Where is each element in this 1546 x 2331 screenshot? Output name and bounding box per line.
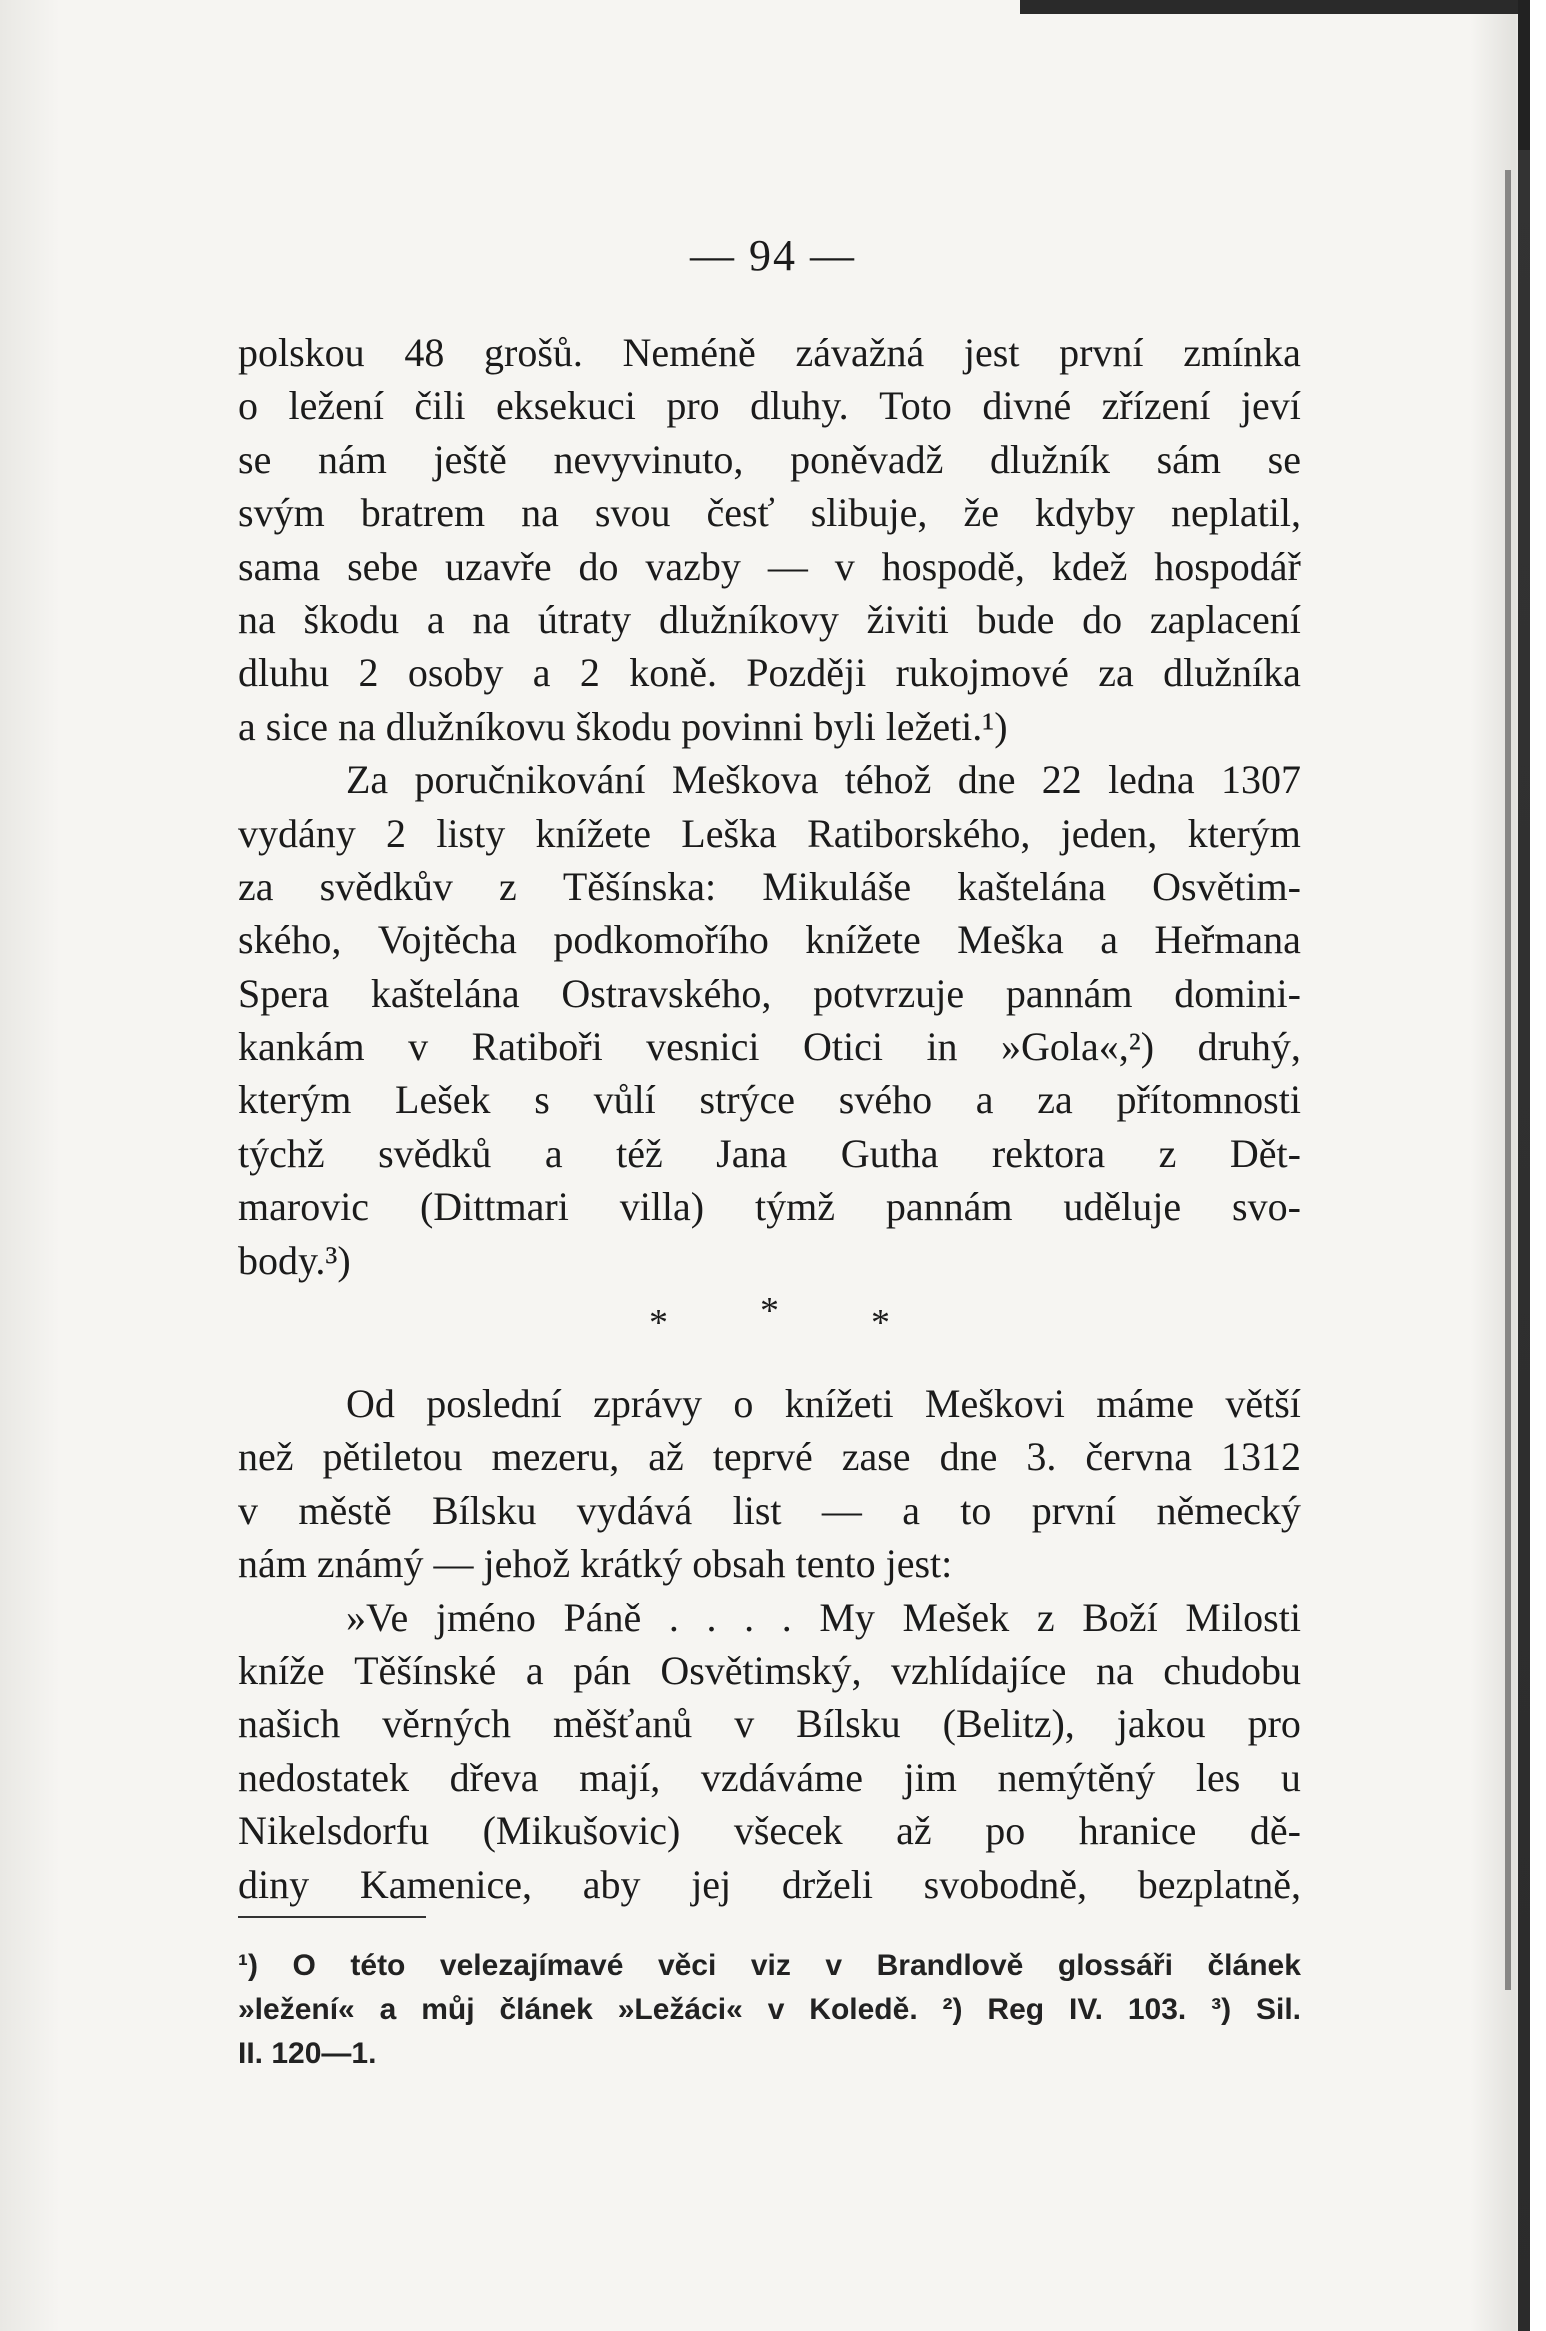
- text-line-21: v městě Bílsku vydává list — a to první německý: [238, 1487, 1301, 1533]
- text-line-27: Nikelsdorfu (Mikušovic) všecek až po hranice dě-: [238, 1808, 1301, 1854]
- star-1: *: [649, 1302, 668, 1345]
- text-line-14: kankám v Ratiboři vesnici Otici in »Gola«,²) druhý,: [238, 1024, 1301, 1070]
- text-line-12: ského, Vojtěcha podkomořího knížete Meška a Heřmana: [238, 917, 1301, 963]
- text-line-1: polskou 48 grošů. Neméně závažná jest první zmínka: [238, 330, 1301, 375]
- scan-top-edge: [1020, 0, 1530, 14]
- text-line-8: a sice na dlužníkovu škodu povinni byli ležeti.¹): [238, 703, 1008, 749]
- text-line-11: za svědkův z Těšínska: Mikuláše kaštelána Osvětim-: [238, 863, 1301, 909]
- text-line-2: o ležení čili eksekuci pro dluhy. Toto divné zřízení jeví: [238, 383, 1301, 429]
- star-3: *: [871, 1302, 890, 1345]
- text-line-3: se nám ještě nevyvinuto, poněvadž dlužník sám se: [238, 436, 1301, 482]
- section-break: [238, 1287, 1301, 1377]
- star-2: *: [760, 1290, 779, 1333]
- text-line-15: kterým Lešek s vůlí strýce svého a za přítomnosti: [238, 1077, 1301, 1123]
- text-line-28: diny Kamenice, aby jej drželi svobodně, bezplatně,: [238, 1861, 1301, 1907]
- text-line-13: Spera kaštelána Ostravského, potvrzuje pannám domini-: [238, 970, 1301, 1016]
- main-text: [238, 326, 1301, 1911]
- scan-binding-shadow: [1505, 170, 1511, 1990]
- text-line-5: sama sebe uzavře do vazby — v hospodě, kdež hospodář: [238, 543, 1301, 589]
- text-line-20: než pětiletou mezeru, až teprvé zase dne 3. června 1312: [238, 1434, 1301, 1480]
- footnotes: [238, 1944, 1301, 2076]
- text-line-6: na škodu a na útraty dlužníkovy živiti bude do zaplacení: [238, 596, 1301, 642]
- text-line-18: body.³): [238, 1237, 351, 1283]
- footnote-line-1: ¹) O této velezajímavé věci viz v Brandlově glossáři článek: [238, 1949, 1301, 1982]
- text-line-9: Za poručnikování Meškova téhož dne 22 ledna 1307: [346, 757, 1301, 803]
- footnote-line-3: II. 120—1.: [238, 2037, 377, 2070]
- footnote-line-2: »ležení« a můj článek »Ležáci« v Koledě. ²) Reg IV. 103. ³) Sil.: [238, 1993, 1301, 2026]
- text-line-17: marovic (Dittmari villa) týmž pannám uděluje svo-: [238, 1184, 1301, 1230]
- text-line-26: nedostatek dřeva mají, vzdáváme jim nemýtěný les u: [238, 1754, 1301, 1800]
- text-line-4: svým bratrem na svou česť slibuje, že kdyby neplatil,: [238, 490, 1301, 536]
- text-line-7: dluhu 2 osoby a 2 koně. Později rukojmové za dlužníka: [238, 650, 1301, 696]
- text-line-23: »Ve jméno Páně . . . . My Mešek z Boží Milosti: [346, 1594, 1301, 1640]
- text-line-25: našich věrných měšťanů v Bílsku (Belitz), jakou pro: [238, 1701, 1301, 1747]
- text-line-24: kníže Těšínské a pán Osvětimský, vzhlídajíce na chudobu: [238, 1647, 1301, 1693]
- page-number: — 94 —: [690, 231, 856, 280]
- footnote-rule: [238, 1916, 426, 1918]
- scan-right-edge: [1518, 0, 1530, 2331]
- text-line-22: nám známý — jehož krátký obsah tento jest:: [238, 1541, 953, 1587]
- text-line-10: vydány 2 listy knížete Leška Ratiborského, jeden, kterým: [238, 810, 1301, 856]
- text-line-16: týchž svědků a též Jana Gutha rektora z Dět-: [238, 1130, 1301, 1176]
- text-line-19: Od poslední zprávy o knížeti Meškovi máme větší: [346, 1381, 1301, 1427]
